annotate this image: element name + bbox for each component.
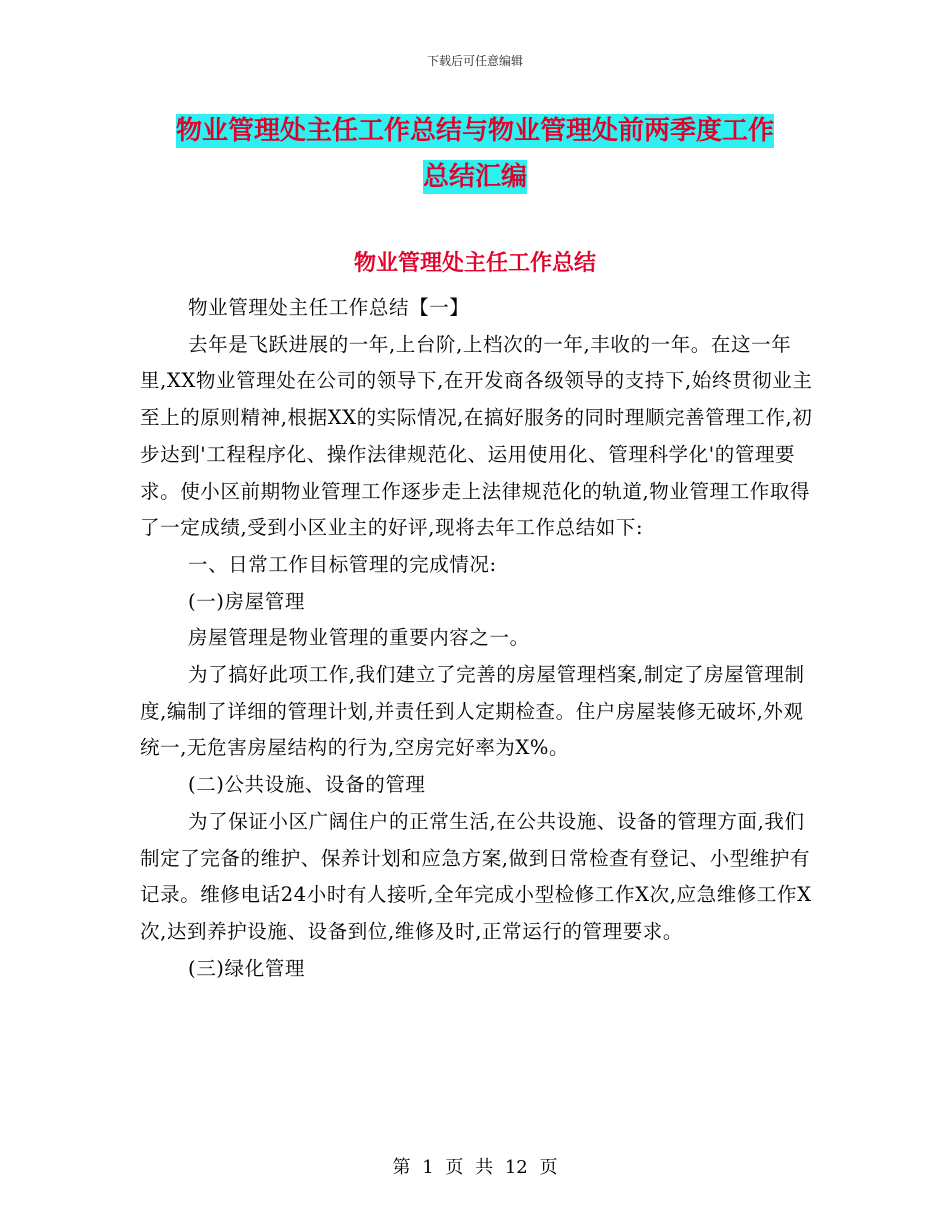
- paragraph: 房屋管理是物业管理的重要内容之一。: [188, 626, 530, 650]
- paragraph: (二)公共设施、设备的管理: [188, 773, 426, 797]
- title-line-1: 物业管理处主任工作总结与物业管理处前两季度工作: [175, 116, 774, 146]
- paragraph: 去年是飞跃进展的一年,上台阶,上档次的一年,丰收的一年。在这一年里,XX物业管理处在公司的领导下,在开发商各级领导的支持下,始终贯彻业主至上的原则精神,根据XX的实际情况,在搞好服务的同时理顺完善管理工作,初步达到'工程程序化、操作法律规范化、运用使用化、管理科学化'的管理要求。使小区前期物业管理工作逐步走上法律规范化的轨道,物业管理工作取得了一定成绩,受到小区业主的好评,现将去年工作总结如下:: [140, 332, 813, 540]
- page-footer: 第 1 页 共 12 页: [392, 1157, 558, 1178]
- paragraph: (三)绿化管理: [188, 956, 305, 980]
- paragraph: (一)房屋管理: [188, 589, 305, 613]
- paragraph: 物业管理处主任工作总结【一】: [188, 296, 470, 319]
- section-title: 物业管理处主任工作总结: [353, 251, 596, 276]
- paragraph: 一、日常工作目标管理的完成情况:: [188, 552, 497, 576]
- title-line-2: 总结汇编: [422, 162, 527, 192]
- document-title: [0, 108, 950, 200]
- paragraph: 为了搞好此项工作,我们建立了完善的房屋管理档案,制定了房屋管理制度,编制了详细的管理计划,并责任到人定期检查。住户房屋装修无破坏,外观统一,无危害房屋结构的行为,空房完好率为X%。: [140, 663, 805, 760]
- document-body: [140, 290, 822, 987]
- paragraph: 为了保证小区广阔住户的正常生活,在公共设施、设备的管理方面,我们制定了完备的维护、保养计划和应急方案,做到日常检查有登记、小型维护有记录。维修电话24小时有人接听,全年完成小型检修工作X次,应急维修工作X次,达到养护设施、设备到位,维修及时,正常运行的管理要求。: [140, 809, 812, 943]
- page-header-note: 下载后可任意编辑: [426, 54, 523, 68]
